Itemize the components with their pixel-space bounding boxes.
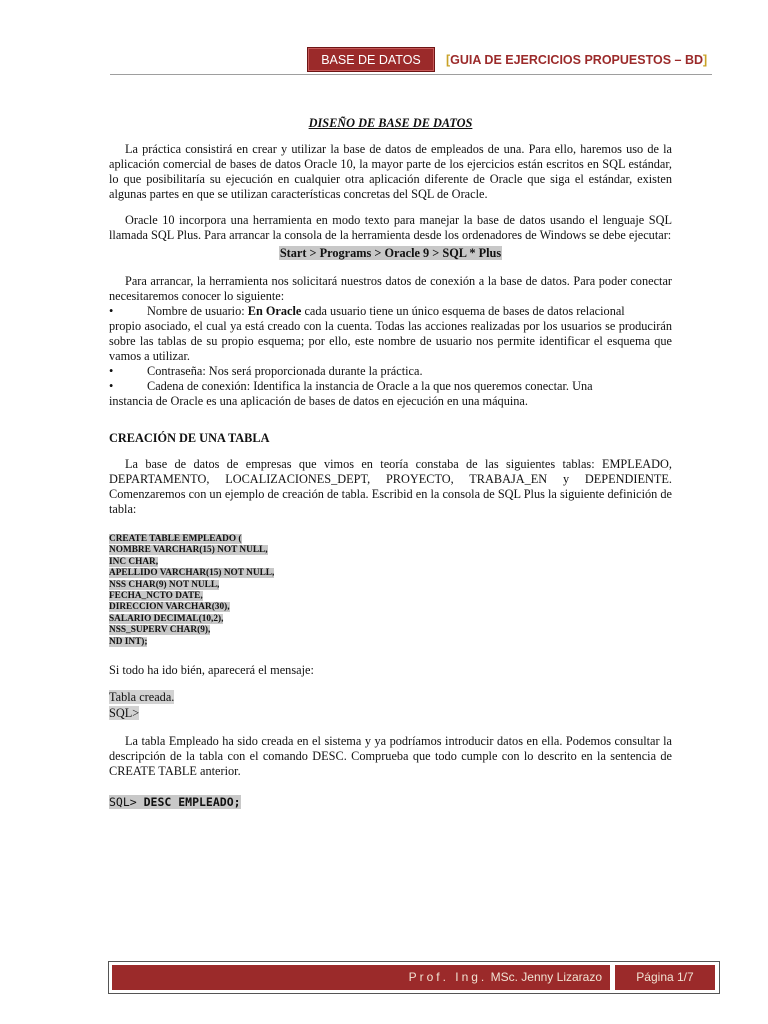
start-command: Start > Programs > Oracle 9 > SQL * Plus xyxy=(279,246,502,260)
footer xyxy=(108,961,720,994)
code-line: APELLIDO VARCHAR(15) NOT NULL, xyxy=(109,568,275,579)
sql-prompt: SQL> xyxy=(109,795,144,810)
oracle-paragraph: Oracle 10 incorpora una herramienta en modo texto para manejar la base de datos usando el lenguaje SQL llamada SQL Plus. Para arrancar la consola de la herramienta desde los ordenadores de Windows se debe ejecutar: xyxy=(109,213,672,242)
header-bracket-close: ] xyxy=(703,53,708,67)
page-content xyxy=(109,116,672,810)
footer-author-prefix: Prof. Ing. xyxy=(408,970,488,984)
code-line: SALARIO DECIMAL(10,2), xyxy=(109,613,224,624)
code-line: INC CHAR, xyxy=(109,556,159,567)
bullet-password-text: Contraseña: Nos será proporcionada durante la práctica. xyxy=(147,364,423,378)
footer-author-name: MSc. Jenny Lizarazo xyxy=(487,970,602,984)
bullet-username-bold: En Oracle xyxy=(247,304,302,318)
message-block xyxy=(109,689,672,721)
header-subject: BASE DE DATOS xyxy=(321,53,421,67)
code-line: NSS_SUPERV CHAR(9), xyxy=(109,625,211,636)
if-ok-paragraph: Si todo ha ido bién, aparecerá el mensaje: xyxy=(109,663,314,678)
message-line: SQL> xyxy=(109,706,140,721)
footer-author xyxy=(112,965,610,990)
header-bracket-open: [ xyxy=(446,53,451,67)
bullet-username-text: Nombre de usuario: En Oracle cada usuario tiene un único esquema de bases de datos relacional xyxy=(147,304,625,318)
desc-paragraph: La tabla Empleado ha sido creada en el sistema y ya podríamos introducir datos en ella. Podemos consultar la descripción de la tabla con el comando DESC. Comprueba que todo cumple con lo descrito en la sentencia de CREATE TABLE anterior. xyxy=(109,734,672,779)
code-line: ND INT); xyxy=(109,636,148,647)
bullet-connstring xyxy=(109,379,672,394)
code-line: FECHA_NCTO DATE, xyxy=(109,591,203,602)
start-command-line xyxy=(109,246,672,261)
bullet-username-continuation: propio asociado, el cual ya está creado con la cuenta. Todas las acciones realizadas por los usuarios se producirán sobre las tablas de su propio esquema; por ello, este nombre de usuario nos permite identificar el esquema que vamos a utilizar. xyxy=(109,319,672,363)
bullet-connstring-text: Cadena de conexión: Identifica la instancia de Oracle a la que nos queremos conectar. Una xyxy=(147,379,593,393)
sql-desc-text: DESC EMPLEADO; xyxy=(143,795,241,810)
connect-paragraph: Para arrancar, la herramienta nos solicitará nuestros datos de conexión a la base de datos. Para poder conectar necesitaremos conocer lo siguiente: xyxy=(109,274,672,303)
bullet-username xyxy=(109,304,672,319)
header-title xyxy=(446,52,707,68)
code-line: NSS CHAR(9) NOT NULL, xyxy=(109,579,220,590)
header-divider xyxy=(110,74,712,75)
bullet-password xyxy=(109,364,672,379)
code-block xyxy=(109,534,672,648)
document-title: DISEÑO DE BASE DE DATOS xyxy=(308,116,473,130)
code-line: NOMBRE VARCHAR(15) NOT NULL, xyxy=(109,545,268,556)
code-line: DIRECCION VARCHAR(30), xyxy=(109,602,230,613)
bullet-icon: • xyxy=(109,364,114,378)
sql-desc-command xyxy=(109,795,672,810)
bullet-icon: • xyxy=(109,379,114,393)
header-title-text: GUIA DE EJERCICIOS PROPUESTOS – BD xyxy=(450,53,704,67)
table-paragraph: La base de datos de empresas que vimos en teoría constaba de las siguientes tablas: EMPLEADO, DEPARTAMENTO, LOCALIZACIONES_DEPT, PROYECTO, TRABAJA_EN y DEPENDIENTE. Comenzaremos con un ejemplo de creación de tabla. Escribid en la consola de SQL Plus la siguiente definición de tabla: xyxy=(109,457,672,516)
bullet-icon: • xyxy=(109,304,114,318)
footer-page-number: Página 1/7 xyxy=(615,965,715,990)
bullet-connstring-continuation: instancia de Oracle es una aplicación de bases de datos en ejecución en una máquina. xyxy=(109,394,528,408)
message-line: Tabla creada. xyxy=(109,690,175,705)
intro-paragraph: La práctica consistirá en crear y utilizar la base de datos de empleados de una. Para ello, haremos uso de la aplicación comercial de bases de datos Oracle 10, la mayor parte de los ejercicios están escritos en SQL estándar, lo que posibilitaría su ejecución en cualquier otra aplicación diferente de Oracle que siga el estándar, existen algunas partes en que se utilizan características concretas del SQL de Oracle. xyxy=(109,142,672,201)
code-line: CREATE TABLE EMPLEADO ( xyxy=(109,534,242,544)
section-title: CREACIÓN DE UNA TABLA xyxy=(109,431,270,445)
header-subject-box xyxy=(307,47,435,72)
